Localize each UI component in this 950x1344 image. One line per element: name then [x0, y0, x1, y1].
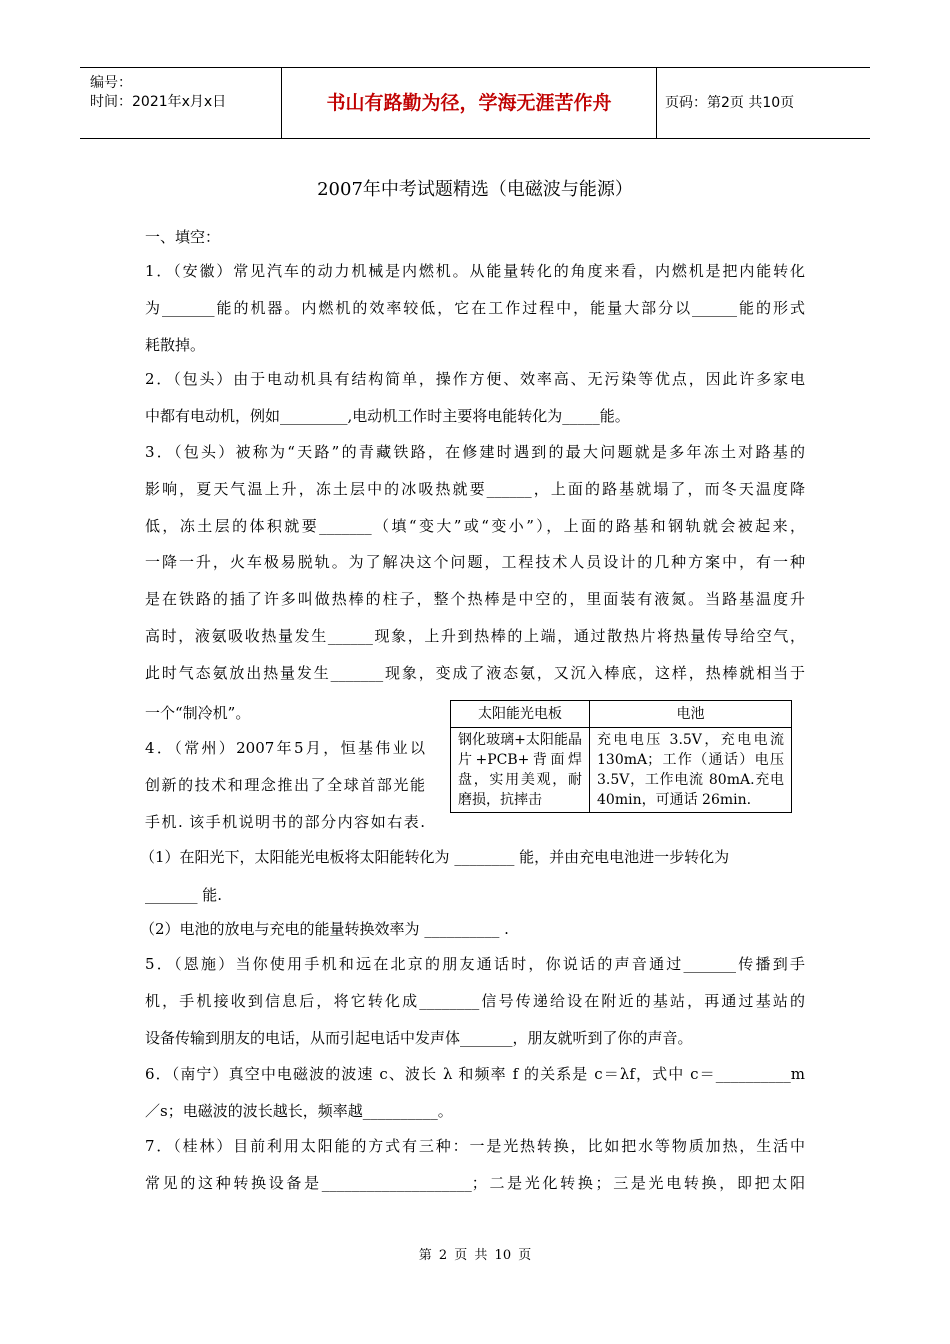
- text-line: 为_______能的机器。内燃机的效率较低，它在工作过程中，能量大部分以______能的形式: [145, 299, 805, 317]
- text-line: 设备传输到朋友的电话，从而引起电话中发声体_______，朋友就听到了你的声音。: [145, 1029, 693, 1047]
- text-line: 2．（包头）由于电动机具有结构简单，操作方便、效率高、无污染等优点，因此许多家电: [145, 370, 805, 388]
- text-line: 机，手机接收到信息后，将它转化成________信号传递给设在附近的基站，再通过基站的: [145, 992, 805, 1010]
- page-footer: 第 2 页 共 10 页: [418, 1248, 532, 1263]
- text-line: （1）在阳光下，太阳能光电板将太阳能转化为 ________ 能，并由充电电池进一步转化为: [140, 848, 730, 866]
- header-meta: [80, 68, 282, 138]
- text-line: 中都有电动机，例如_________,电动机工作时主要将电能转化为_____能。: [145, 407, 630, 425]
- text-line: ／s；电磁波的波长越长，频率越__________。: [145, 1102, 453, 1120]
- text-line: 3．（包头）被称为“天路”的青藏铁路，在修建时遇到的最大问题就是多年冻土对路基的: [145, 443, 805, 461]
- table-row: [451, 728, 792, 813]
- table-cell: 钢化玻璃+太阳能晶片+PCB+背面焊盘，实用美观，耐磨损，抗摔击: [451, 728, 590, 813]
- text-line: 一个“制冷机”。: [145, 704, 251, 722]
- code-label: 编号：: [90, 75, 132, 91]
- text-line: 高时，液氨吸收热量发生______现象，上升到热棒的上端，通过散热片将热量传导给空气，: [145, 627, 805, 645]
- text-line: 常见的这种转换设备是____________________；二是光化转换；三是光电转换，即把太阳: [145, 1174, 805, 1192]
- section-heading: 一、填空：: [145, 228, 221, 246]
- text-line: 6．（南宁）真空中电磁波的波速 c、波长 λ 和频率 f 的关系是 c＝λf，式中 c＝__________m: [145, 1065, 805, 1083]
- text-line: 耗散掉。: [145, 336, 206, 354]
- text-line: 4．（常州）2007年5月，恒基伟业以: [145, 739, 425, 757]
- text-line: 此时气态氨放出热量发生_______现象，变成了液态氨，又沉入棒底，这样，热棒就相当于: [145, 664, 805, 682]
- table-header-cell: 电池: [590, 701, 792, 728]
- text-line: 一降一升，火车极易脱轨。为了解决这个问题，工程技术人员设计的几种方案中，有一种: [145, 553, 805, 571]
- document-title: 2007年中考试题精选（电磁波与能源）: [317, 179, 633, 200]
- text-line: 手机. 该手机说明书的部分内容如右表.: [145, 813, 425, 831]
- page-header: [80, 67, 870, 139]
- table-header-cell: 太阳能光电板: [451, 701, 590, 728]
- text-line: 1．（安徽）常见汽车的动力机械是内燃机。从能量转化的角度来看，内燃机是把内能转化: [145, 262, 805, 280]
- header-page-code: 页码：第2页 共10页: [665, 95, 795, 111]
- text-line: 创新的技术和理念推出了全球首部光能: [145, 776, 425, 794]
- time-label: 时间：2021年x月x日: [90, 94, 227, 110]
- table-header-row: [451, 701, 792, 728]
- text-line: 5．（恩施）当你使用手机和远在北京的朋友通话时，你说话的声音通过_______传播到手: [145, 955, 805, 973]
- header-motto: 书山有路勤为径，学海无涯苦作舟: [282, 68, 657, 138]
- phone-spec-table: [450, 700, 792, 813]
- text-line: _______ 能.: [145, 886, 223, 904]
- text-line: 低，冻土层的体积就要_______（填“变大”或“变小”），上面的路基和钢轨就会被起来，: [145, 517, 805, 535]
- text-line: 7．（桂林）目前利用太阳能的方式有三种：一是光热转换，比如把水等物质加热，生活中: [145, 1137, 805, 1155]
- text-line: （2）电池的放电与充电的能量转换效率为 __________ .: [140, 920, 509, 938]
- table-cell: 充电电压 3.5V，充电电流 130mA；工作（通话）电压 3.5V，工作电流 80mA.充电 40min，可通话 26min.: [590, 728, 792, 813]
- text-line: 影响，夏天气温上升，冻土层中的冰吸热就要______，上面的路基就塌了，而冬天温度降: [145, 480, 805, 498]
- text-line: 是在铁路的插了许多叫做热棒的柱子，整个热棒是中空的，里面装有液氮。当路基温度升: [145, 590, 805, 608]
